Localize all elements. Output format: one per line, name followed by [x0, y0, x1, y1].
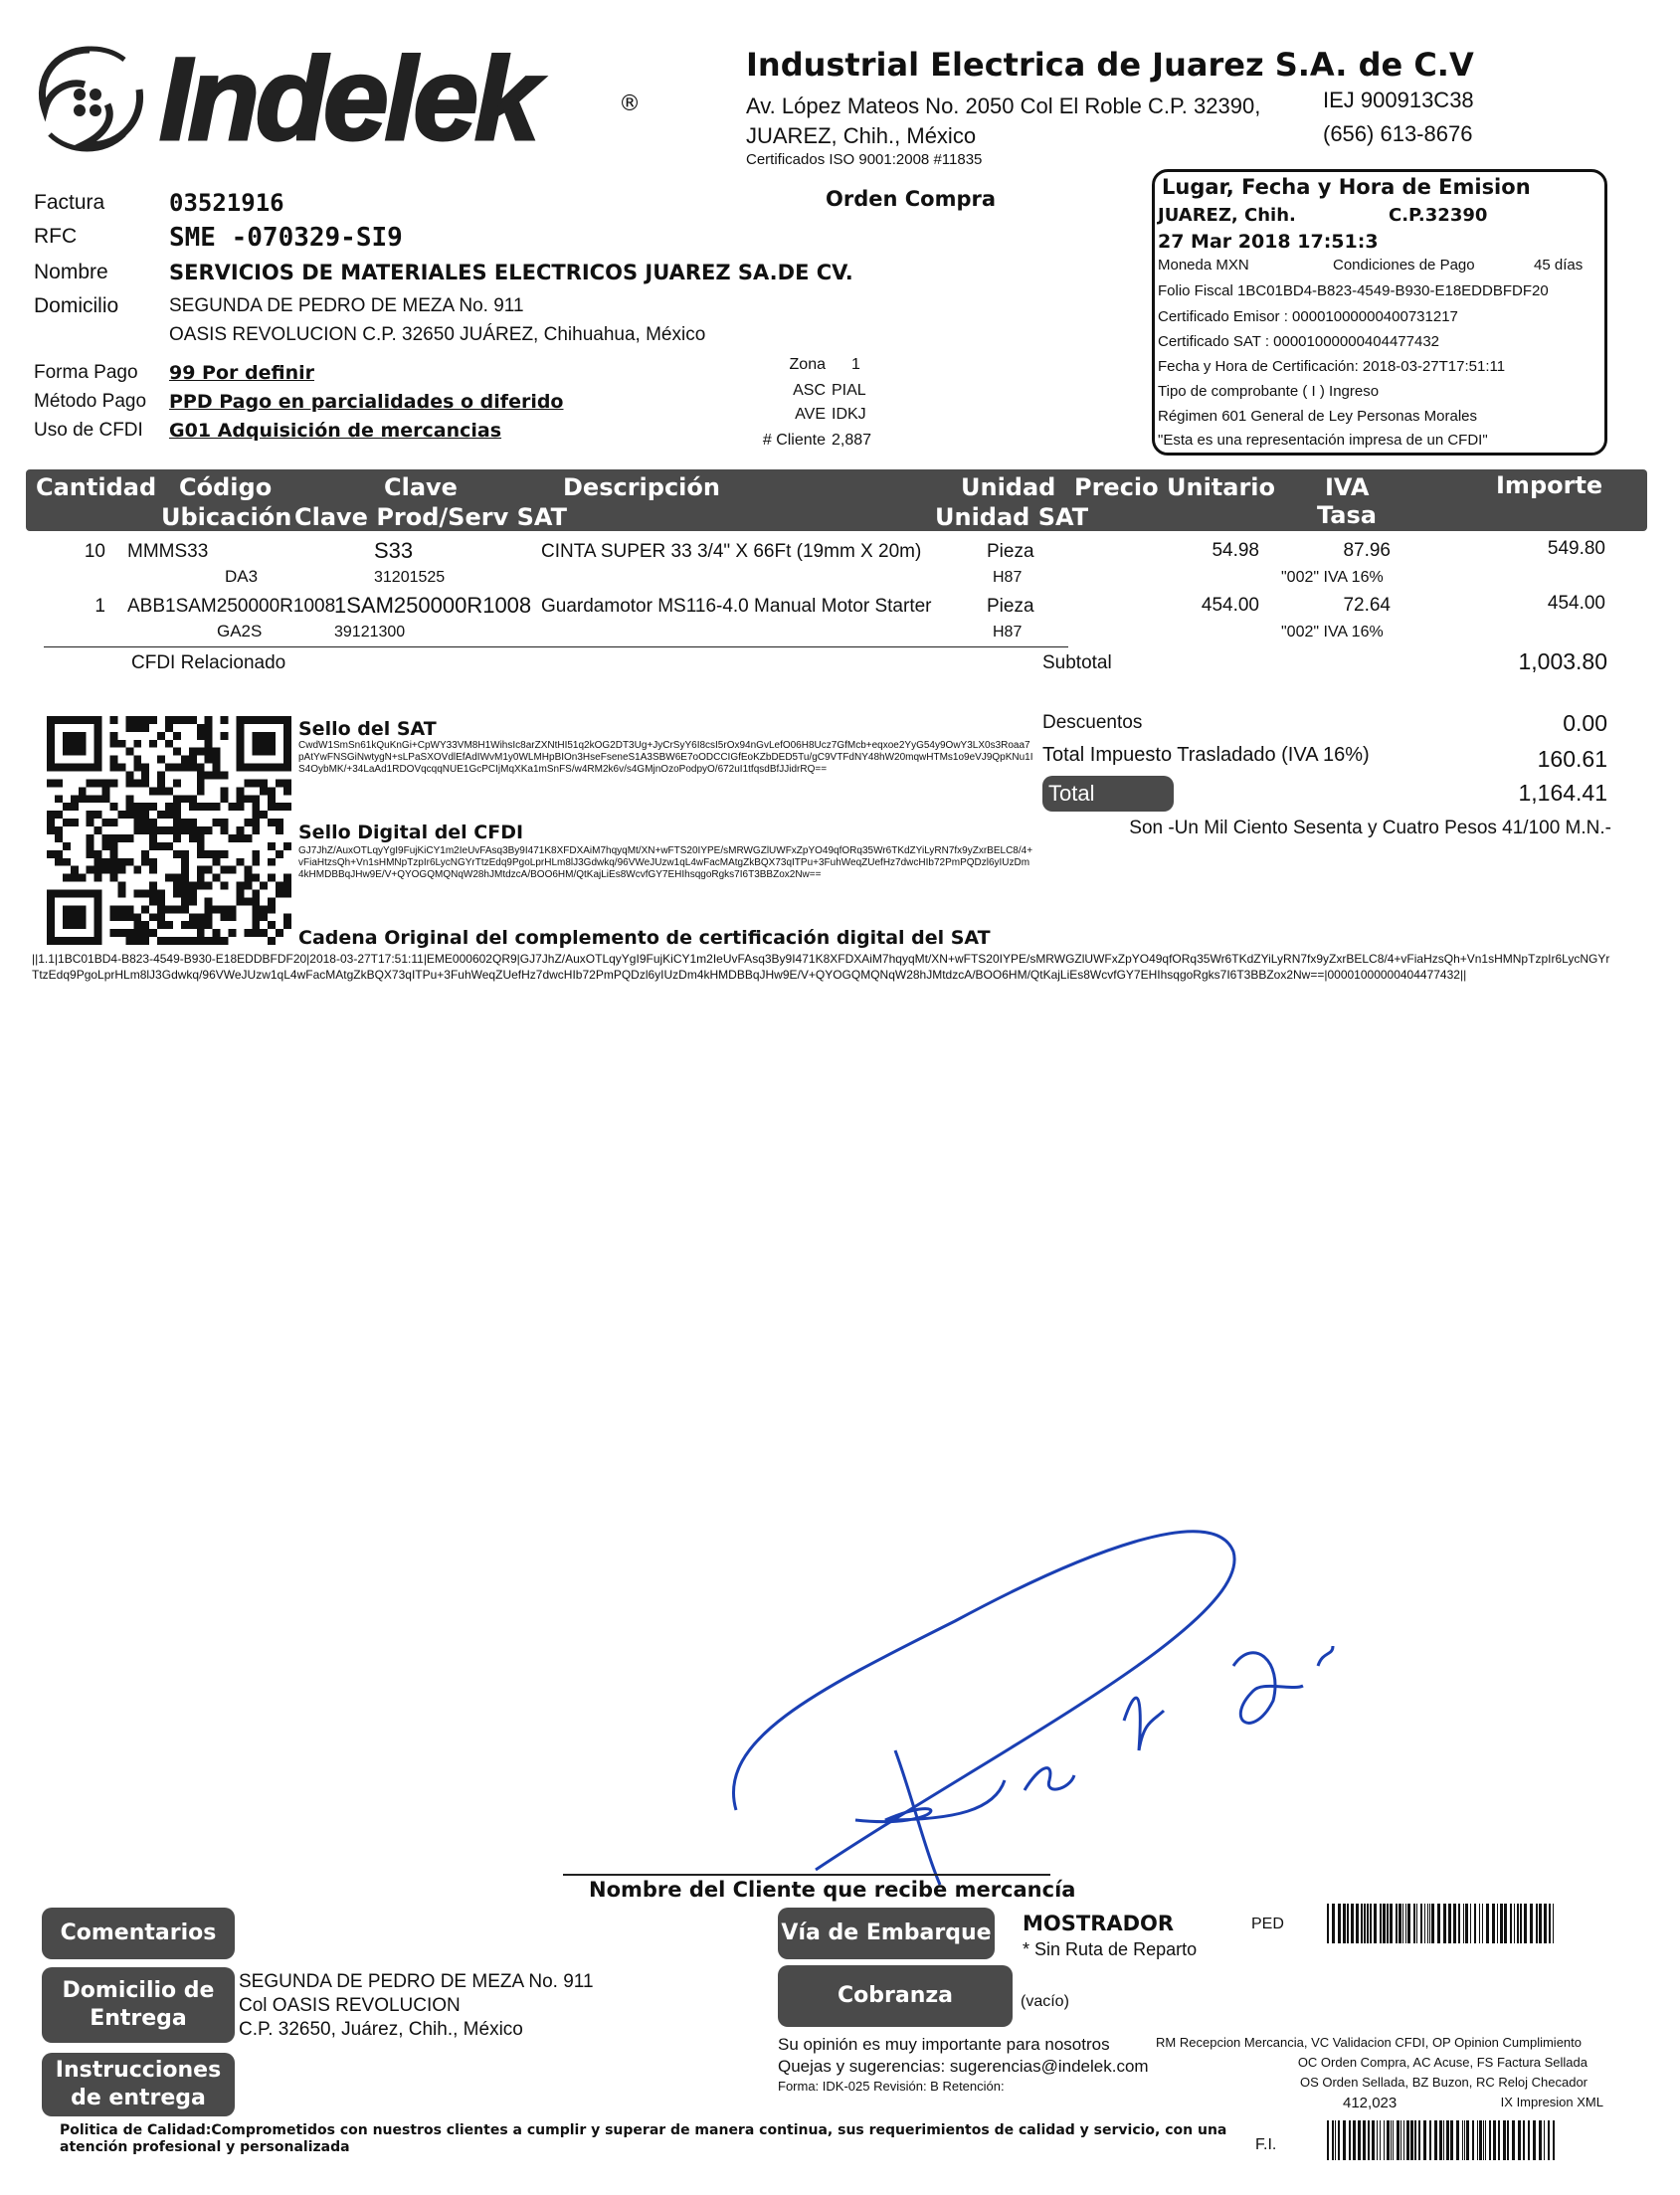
sello-digital-text: GJ7JhZ/AuxOTLqyYgI9FujKiCY1m2IeUvFAsq3By9I471K8XFDXAiM7hqyqMt/XN+wFTS20IYPE/sMRWGZlUWFxZpYO49qfORq35Wr6TKdZYiLyRN7fx9yZxrBELC8/4+vFiaHtzsQh+Vn1sHMNpTzpIr6LycNGYrTtzEdq9PgoLprHLm8lJ3Gdwkq/96VWeJUzw1qL4wFacMAtgZkBQX73qITPu+3FuhWeqZUefHz7dwcHIb72PmPQDzl6yIUzDm4kHMDBBqJHw9E/V+QYOGQMQNqW28hJMtdzcA/BOO6HM/QtKajLiEs8WcvfGY7EHIhsqgoRgks7I6T3BBZox2Nw== — [298, 845, 1033, 880]
entrega-line1: SEGUNDA DE PEDRO DE MEZA No. 911 — [239, 1971, 594, 1992]
emision-moneda: Moneda MXN — [1158, 257, 1249, 274]
emision-tipo: Tipo de comprobante ( I ) Ingreso — [1158, 383, 1380, 400]
signature-icon — [696, 1492, 1393, 1890]
zona-value: 1 — [851, 356, 860, 373]
row-codigo: ABB1SAM250000R1008 — [127, 596, 336, 617]
total-label: Total — [1042, 776, 1174, 812]
mostrador-value: MOSTRADOR — [1023, 1912, 1175, 1935]
opinion-text: Su opinión es muy importante para nosotros — [778, 2035, 1110, 2054]
instrucciones-entrega-text: Instrucciones de entrega — [55, 2058, 222, 2110]
row-clave: S33 — [374, 538, 414, 563]
emision-folio: Folio Fiscal 1BC01BD4-B823-4549-B930-E18EDDBFDF20 — [1158, 282, 1549, 299]
col-ubicacion: Ubicación — [161, 503, 292, 531]
emision-cert-sat: Certificado SAT : 00001000000404477432 — [1158, 333, 1440, 350]
row-clave-prod: 31201525 — [374, 569, 446, 586]
comentarios-label: Comentarios — [42, 1908, 235, 1959]
metodo-pago-value: PPD Pago en parcialidades o diferido — [169, 391, 564, 413]
cfdi-relacionado: CFDI Relacionado — [131, 652, 286, 673]
row-unidad-sat: H87 — [993, 569, 1023, 586]
row-ubicacion: DA3 — [225, 567, 259, 586]
leyenda-3: OS Orden Sellada, BZ Buzon, RC Reloj Checador — [1299, 2075, 1587, 2090]
orden-compra-label: Orden Compra — [826, 187, 997, 211]
zona-label: Zona — [789, 356, 826, 373]
nombre-label: Nombre — [34, 261, 108, 283]
col-importe: Importe — [1496, 471, 1603, 499]
row-tasa: "002" IVA 16% — [1281, 624, 1384, 640]
col-clave-prod: Clave Prod/Serv SAT — [294, 503, 567, 531]
cliente-label: # Cliente — [762, 432, 826, 449]
col-clave: Clave — [384, 473, 458, 501]
logo-text: Indelek — [159, 34, 536, 165]
asc-value: PIAL — [832, 382, 866, 399]
subtotal-value: 1,003.80 — [1518, 648, 1607, 674]
row-unidad-sat: H87 — [993, 624, 1023, 640]
uso-cfdi-label: Uso de CFDI — [34, 420, 143, 441]
forma-pago-label: Forma Pago — [34, 362, 138, 383]
domicilio-entrega-text: Domicilio de Entrega — [62, 1978, 215, 2031]
leyenda-2: OC Orden Compra, AC Acuse, FS Factura Sellada — [1297, 2055, 1587, 2070]
col-cantidad: Cantidad — [36, 473, 157, 501]
cliente-value: 2,887 — [832, 432, 872, 449]
leyenda-1: RM Recepcion Mercancia, VC Validacion CFDI, OP Opinion Cumplimiento — [1156, 2035, 1582, 2050]
entrega-line3: C.P. 32650, Juárez, Chih., México — [239, 2019, 523, 2040]
instrucciones-entrega-label — [42, 2053, 235, 2116]
quejas-text: Quejas y sugerencias: sugerencias@indelek.com — [778, 2057, 1149, 2076]
col-precio: Precio Unitario — [1074, 473, 1276, 501]
descuentos-label: Descuentos — [1042, 712, 1143, 733]
row-unidad: Pieza — [987, 596, 1034, 617]
forma-pago-value: 99 Por definir — [169, 362, 314, 384]
row-cantidad: 10 — [84, 541, 105, 562]
company-address2: JUAREZ, Chih., México — [746, 123, 977, 148]
metodo-pago-label: Método Pago — [34, 391, 147, 412]
company-logo — [30, 34, 647, 169]
emision-cert-emisor: Certificado Emisor : 00001000000400731217 — [1158, 308, 1458, 325]
barcode-icon — [1327, 2120, 1556, 2160]
cobranza-value: (vacío) — [1021, 1993, 1069, 2010]
swirl-logo-icon — [30, 40, 149, 159]
row-cantidad: 1 — [94, 596, 105, 617]
cadena-text: ||1.1|1BC01BD4-B823-4549-B930-E18EDDBFDF20|2018-03-27T17:51:11|EME000602QR9|GJ7JhZ/AuxOTLqyYgI9FujKiCY1m2IeUvFAsq3By9I471K8XFDXAiM7hqyqMt/XN+wFTS20IYPE/sMRWGZlUWFxZpYO49qfORq35Wr6TKdZYiLyRN7fx9yZxrBELC8/4+vFiaHzsQh+Vn1sHMNpTzpIr6LycNGYrTtzEdq9PgoLprHLm8lJ3Gdwkq/96VWeJUzw1qL4wFacMAtgZkBQX73qITPu+3FuhWeqZUefHz7dwcHIb72PmPQDzl6yIUzDm4kHMDBBqJHw9E/V+QYOGQMQNqW28hJMtdzcA/BOO6HM/QtKajLiEs8WcvfGY7EHIhsqgoRgks7I6T3BBZox2Nw==|00001000000404477432|| — [32, 952, 1610, 982]
domicilio-label: Domicilio — [34, 294, 119, 317]
rfc-value: SME -070329-SI9 — [169, 223, 403, 253]
emision-title: Lugar, Fecha y Hora de Emision — [1162, 175, 1531, 199]
leyenda-4-num: 412,023 — [1343, 2095, 1398, 2111]
total-letra: Son -Un Mil Ciento Sesenta y Cuatro Pesos 41/100 M.N.- — [1129, 818, 1611, 838]
asc-label: ASC — [793, 382, 826, 399]
nombre-value: SERVICIOS DE MATERIALES ELECTRICOS JUAREZ SA.DE CV. — [169, 261, 853, 284]
barcode-icon — [1327, 1904, 1556, 1943]
row-descripcion: Guardamotor MS116-4.0 Manual Motor Starter — [541, 596, 932, 617]
ave-label: AVE — [795, 406, 826, 423]
row-importe: 549.80 — [1547, 538, 1605, 559]
col-descripcion: Descripción — [563, 473, 720, 501]
row-clave: 1SAM250000R1008 — [334, 593, 532, 618]
company-phone: (656) 613-8676 — [1323, 121, 1473, 146]
rfc-label: RFC — [34, 225, 78, 248]
row-ubicacion: GA2S — [217, 622, 263, 640]
uso-cfdi-value: G01 Adquisición de mercancias — [169, 420, 502, 442]
row-tasa: "002" IVA 16% — [1281, 569, 1384, 586]
emision-condiciones: Condiciones de Pago — [1333, 257, 1475, 274]
sin-ruta: * Sin Ruta de Reparto — [1023, 1939, 1198, 1959]
cadena-title: Cadena Original del complemento de certificación digital del SAT — [298, 927, 991, 949]
table-divider — [44, 646, 1068, 647]
emision-dias: 45 días — [1534, 257, 1584, 274]
domicilio-line2: OASIS REVOLUCION C.P. 32650 JUÁREZ, Chihuahua, México — [169, 324, 706, 345]
col-tasa: Tasa — [1317, 501, 1377, 529]
sello-digital-title: Sello Digital del CFDI — [298, 822, 524, 843]
col-unidad: Unidad — [961, 473, 1056, 501]
row-precio: 454.00 — [1201, 595, 1259, 616]
descuentos-value: 0.00 — [1563, 710, 1607, 736]
entrega-line2: Col OASIS REVOLUCION — [239, 1995, 461, 2016]
impuesto-label: Total Impuesto Trasladado (IVA 16%) — [1042, 744, 1370, 766]
total-value: 1,164.41 — [1518, 780, 1607, 806]
row-importe: 454.00 — [1547, 593, 1605, 614]
emision-regimen: Régimen 601 General de Ley Personas Morales — [1158, 408, 1478, 425]
domicilio-entrega-label — [42, 1967, 235, 2043]
row-iva: 87.96 — [1343, 540, 1391, 561]
cobranza-label: Cobranza — [778, 1965, 1013, 2027]
factura-label: Factura — [34, 191, 105, 214]
row-clave-prod: 39121300 — [334, 624, 406, 640]
forma-text: Forma: IDK-025 Revisión: B Retención: — [778, 2079, 1005, 2094]
registered-mark: ® — [619, 91, 641, 116]
company-address1: Av. López Mateos No. 2050 Col El Roble C.P. 32390, — [746, 93, 1261, 118]
politica-calidad: Politica de Calidad:Comprometidos con nuestros clientes a cumplir y superar de manera continua, sus requerimientos de calidad y servicio, con una atención profesional y personalizada — [60, 2122, 1227, 2155]
col-codigo: Código — [179, 473, 273, 501]
qr-code — [46, 716, 292, 945]
signature-line — [563, 1874, 1050, 1876]
ped-label: PED — [1251, 1916, 1284, 1932]
row-iva: 72.64 — [1343, 595, 1391, 616]
emision-cp: C.P.32390 — [1389, 205, 1488, 226]
emision-fecha-cert: Fecha y Hora de Certificación: 2018-03-27T17:51:11 — [1158, 358, 1506, 375]
row-unidad: Pieza — [987, 541, 1034, 562]
row-precio: 54.98 — [1212, 540, 1259, 561]
col-iva: IVA — [1325, 473, 1370, 501]
factura-number: 03521916 — [169, 189, 284, 217]
emision-representacion: "Esta es una representación impresa de un CFDI" — [1158, 432, 1488, 449]
sello-sat-text: CwdW1SmSn61kQuKnGi+CpWY33VM8H1WihsIc8arZXNtHI51q2kOG2DT3Ug+JyCrSyY6I8csI5rOx94nGvLefO06H8Ucz7GfMcb+eqxoe2YyG54y9OwY3LX0s3Roaa7pAtYwFNSGiNwtygN+sLPaSXOVdlEfAdIWvM1y0WLMHpBIOn3HseFseneS1A3SBW6E7oODCCIGfEoKZbDED5Tu/gC9VTFdNY48hW20mqwHTMs1o9eVJ9QpKNu1IS4OybMK/+34LaAd1RDOVqcqqNUE1GcPCIjMqXKa1mSnFS/w4RM2k6v/s4GMjnOzoPodpyO/672uI1tfqsdBfJJidrRQ== — [298, 740, 1033, 775]
col-unidad-sat: Unidad SAT — [935, 503, 1089, 531]
via-embarque-label: Vía de Embarque — [778, 1908, 995, 1959]
emision-fecha: 27 Mar 2018 17:51:3 — [1158, 231, 1379, 253]
subtotal-label: Subtotal — [1042, 652, 1112, 673]
cliente-recibe-label: Nombre del Cliente que recibe mercancía — [589, 1878, 1076, 1902]
ave-value: IDKJ — [832, 406, 866, 423]
company-name: Industrial Electrica de Juarez S.A. de C.V — [746, 46, 1474, 84]
leyenda-4: IX Impresion XML — [1500, 2095, 1603, 2109]
emision-lugar: JUAREZ, Chih. — [1158, 205, 1296, 226]
company-cert: Certificados ISO 9001:2008 #11835 — [746, 151, 983, 168]
row-codigo: MMMS33 — [127, 541, 209, 562]
company-rfc: IEJ 900913C38 — [1323, 88, 1474, 112]
sello-sat-title: Sello del SAT — [298, 718, 437, 740]
domicilio-line1: SEGUNDA DE PEDRO DE MEZA No. 911 — [169, 295, 524, 316]
row-descripcion: CINTA SUPER 33 3/4" X 66Ft (19mm X 20m) — [541, 541, 922, 562]
impuesto-value: 160.61 — [1537, 746, 1607, 772]
fi-label: F.I. — [1255, 2136, 1277, 2153]
